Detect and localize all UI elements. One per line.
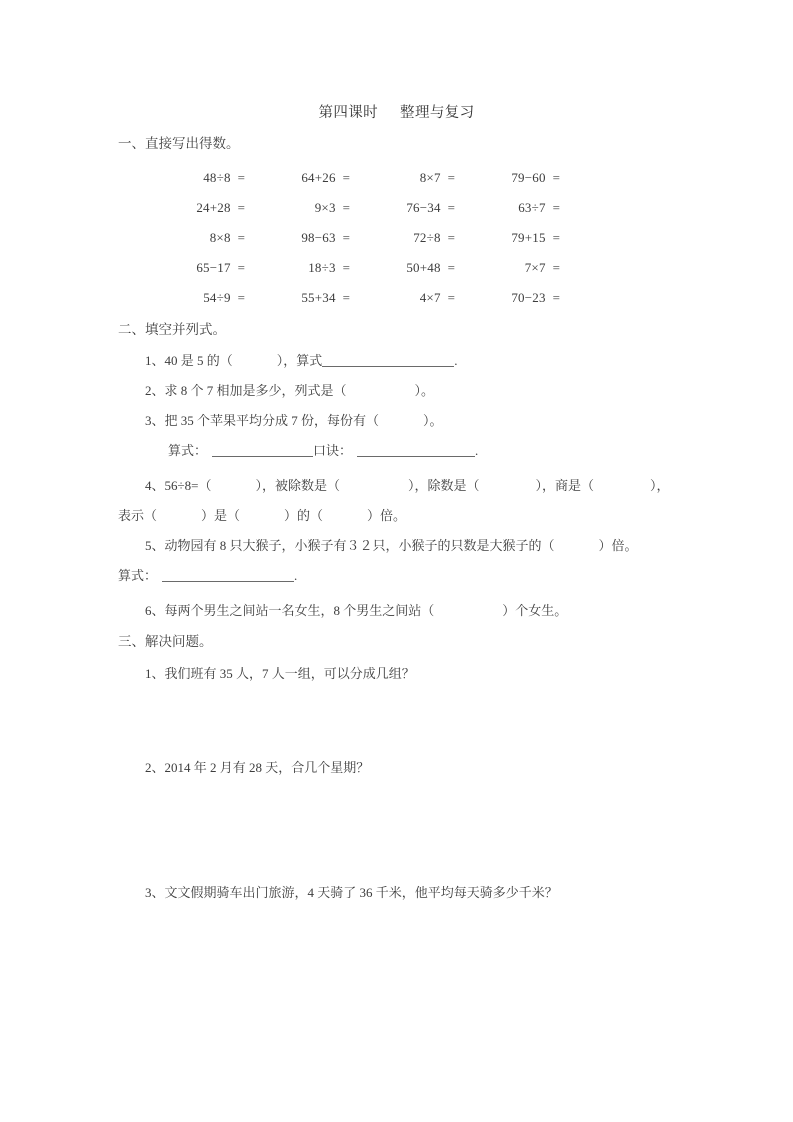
equals-sign: = bbox=[552, 290, 560, 305]
formula-blank[interactable] bbox=[357, 445, 475, 457]
work-label-equation: 算式： bbox=[168, 443, 208, 458]
section-two-question-1 bbox=[145, 353, 458, 369]
equals-sign: = bbox=[237, 260, 245, 275]
equals-sign: = bbox=[342, 200, 350, 215]
arithmetic-cell bbox=[455, 230, 560, 246]
question-3-text-before: 3、把 35 个苹果平均分成 7 份，每份有（ bbox=[145, 413, 380, 428]
section-one-heading: 一、直接写出得数。 bbox=[118, 136, 240, 151]
page-title-sub: 整理与复习 bbox=[400, 105, 475, 121]
arithmetic-row bbox=[140, 253, 560, 283]
question-2-text-before: 2、求 8 个 7 相加是多少，列式是（ bbox=[145, 383, 347, 398]
equals-sign: = bbox=[342, 290, 350, 305]
section-three-question-3: 3、文文假期骑车出门旅游，4 天骑了 36 千米，他平均每天骑多少千米？ bbox=[145, 885, 558, 900]
arithmetic-cell bbox=[245, 230, 350, 246]
question-4-part-3: ），除数是（ bbox=[407, 478, 480, 493]
equals-sign: = bbox=[552, 200, 560, 215]
arithmetic-expression: 7×7 bbox=[524, 260, 546, 275]
arithmetic-cell bbox=[350, 170, 455, 186]
arithmetic-cell bbox=[245, 260, 350, 276]
section-three-question-1: 1、我们班有 35 人，7 人一组，可以分成几组？ bbox=[145, 666, 415, 681]
arithmetic-cell bbox=[245, 200, 350, 216]
equals-sign: = bbox=[447, 260, 455, 275]
arithmetic-cell bbox=[455, 170, 560, 186]
arithmetic-expression: 48÷8 bbox=[203, 170, 231, 185]
arithmetic-expression: 18÷3 bbox=[308, 260, 336, 275]
question-4-line2-a: 表示（ bbox=[118, 508, 158, 523]
question-5-text-after: ）倍。 bbox=[598, 538, 638, 553]
section-three-question-2: 2、2014 年 2 月有 28 天，合几个星期？ bbox=[145, 760, 370, 775]
equals-sign: = bbox=[552, 230, 560, 245]
arithmetic-cell bbox=[350, 260, 455, 276]
question-4-part-5: ）， bbox=[650, 478, 670, 493]
question-6-text-after: ）个女生。 bbox=[502, 603, 568, 618]
arithmetic-cell bbox=[140, 200, 245, 216]
equals-sign: = bbox=[237, 290, 245, 305]
arithmetic-expression: 72÷8 bbox=[413, 230, 441, 245]
page-title-main: 第四课时 bbox=[318, 105, 379, 121]
arithmetic-expression: 70−23 bbox=[511, 290, 546, 305]
arithmetic-expression: 50+48 bbox=[406, 260, 441, 275]
section-two-question-4-continued bbox=[118, 508, 406, 524]
work-line-tail: . bbox=[294, 568, 298, 583]
question-4-part-2: ），被除数是（ bbox=[255, 478, 340, 493]
question-3-text-after: ）。 bbox=[423, 413, 443, 428]
equals-sign: = bbox=[237, 170, 245, 185]
arithmetic-expression: 98−63 bbox=[301, 230, 336, 245]
equals-sign: = bbox=[552, 260, 560, 275]
work-line-tail: . bbox=[475, 443, 479, 458]
arithmetic-cell bbox=[350, 230, 455, 246]
arithmetic-expression: 79+15 bbox=[511, 230, 546, 245]
arithmetic-row bbox=[140, 283, 560, 313]
arithmetic-cell bbox=[140, 230, 245, 246]
equation-blank[interactable] bbox=[162, 570, 294, 582]
equals-sign: = bbox=[447, 200, 455, 215]
arithmetic-expression: 9×3 bbox=[314, 200, 336, 215]
arithmetic-cell bbox=[140, 290, 245, 306]
question-1-text-after: ），算式 bbox=[276, 353, 323, 368]
arithmetic-cell bbox=[350, 200, 455, 216]
arithmetic-cell bbox=[350, 290, 455, 306]
equals-sign: = bbox=[342, 230, 350, 245]
arithmetic-expression: 63÷7 bbox=[518, 200, 546, 215]
section-two-question-4 bbox=[145, 478, 670, 494]
arithmetic-expression: 55+34 bbox=[301, 290, 336, 305]
page-title bbox=[0, 101, 793, 122]
question-1-text-before: 1、40 是 5 的（ bbox=[145, 353, 233, 368]
equals-sign: = bbox=[552, 170, 560, 185]
arithmetic-expression: 79−60 bbox=[511, 170, 546, 185]
arithmetic-expression: 54÷9 bbox=[203, 290, 231, 305]
section-two-heading: 二、填空并列式。 bbox=[118, 322, 226, 337]
equation-blank[interactable] bbox=[212, 445, 313, 457]
question-3-work-line bbox=[168, 443, 478, 459]
equals-sign: = bbox=[237, 200, 245, 215]
arithmetic-cell bbox=[455, 290, 560, 306]
question-5-work-line bbox=[118, 568, 297, 584]
section-two-question-6 bbox=[145, 603, 567, 619]
arithmetic-row bbox=[140, 193, 560, 223]
arithmetic-cell bbox=[140, 170, 245, 186]
question-4-part-4: ），商是（ bbox=[535, 478, 595, 493]
work-label-formula: 口诀： bbox=[313, 443, 353, 458]
question-1-tail: . bbox=[454, 353, 458, 368]
equals-sign: = bbox=[342, 260, 350, 275]
question-6-text-before: 6、每两个男生之间站一名女生，8 个男生之间站（ bbox=[145, 603, 435, 618]
question-4-line2-c: ）的（ bbox=[284, 508, 324, 523]
equals-sign: = bbox=[447, 170, 455, 185]
section-two-question-5 bbox=[145, 538, 638, 554]
arithmetic-cell bbox=[455, 260, 560, 276]
arithmetic-row bbox=[140, 223, 560, 253]
arithmetic-expression: 65−17 bbox=[196, 260, 231, 275]
section-two-question-3 bbox=[145, 413, 443, 429]
arithmetic-expression: 8×8 bbox=[209, 230, 231, 245]
arithmetic-cell bbox=[245, 290, 350, 306]
question-2-text-after: ）。 bbox=[414, 383, 435, 398]
question-4-part-1: 4、56÷8=（ bbox=[145, 478, 212, 493]
equals-sign: = bbox=[447, 290, 455, 305]
arithmetic-expression: 76−34 bbox=[406, 200, 441, 215]
work-label-equation: 算式： bbox=[118, 568, 158, 583]
question-5-text-before: 5、动物园有 8 只大猴子，小猴子有３２只，小猴子的只数是大猴子的（ bbox=[145, 538, 555, 553]
section-three-heading: 三、解决问题。 bbox=[118, 634, 213, 649]
section-two-question-2 bbox=[145, 383, 434, 399]
arithmetic-expression: 4×7 bbox=[419, 290, 441, 305]
equals-sign: = bbox=[342, 170, 350, 185]
arithmetic-expression: 8×7 bbox=[419, 170, 441, 185]
question-4-line2-d: ）倍。 bbox=[367, 508, 407, 523]
arithmetic-cell bbox=[455, 200, 560, 216]
arithmetic-expression: 64+26 bbox=[301, 170, 336, 185]
question-4-line2-b: ）是（ bbox=[201, 508, 241, 523]
arithmetic-row bbox=[140, 163, 560, 193]
arithmetic-expression: 24+28 bbox=[196, 200, 231, 215]
equals-sign: = bbox=[237, 230, 245, 245]
equals-sign: = bbox=[447, 230, 455, 245]
answer-blank[interactable] bbox=[322, 355, 454, 367]
arithmetic-grid bbox=[140, 163, 560, 313]
arithmetic-cell bbox=[140, 260, 245, 276]
arithmetic-cell bbox=[245, 170, 350, 186]
